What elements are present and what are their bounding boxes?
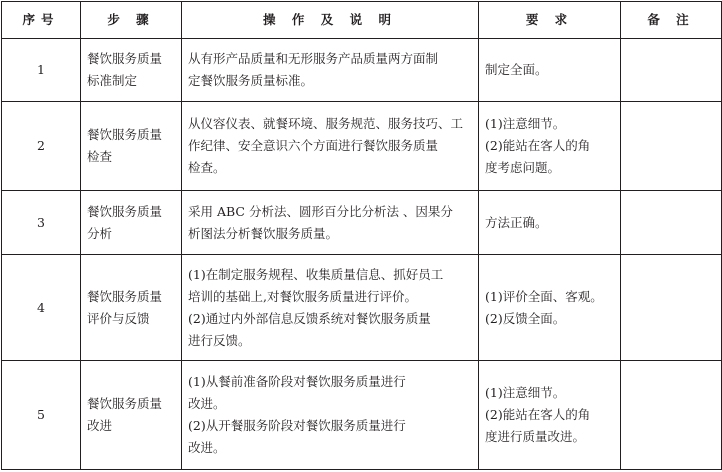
operation-text: (2)通过内外部信息反馈系统对餐饮服务质量 (188, 310, 431, 326)
step-text: 餐饮服务质量 (87, 51, 163, 66)
requirement-text: (2)反馈全面。 (485, 310, 566, 326)
requirement-text: (1)注意细节。 (485, 116, 566, 131)
remark-cell (621, 102, 722, 191)
operation-text: (1)在制定服务规程、收集质量信息、抓好员工 (188, 266, 444, 282)
step-cell (81, 255, 182, 361)
operation-cell (182, 361, 479, 470)
operation-text: 检查。 (188, 160, 226, 175)
operation-text: 进行反馈。 (188, 332, 251, 348)
requirement-text: 制定全面。 (485, 62, 548, 77)
operation-cell (182, 191, 479, 255)
row-number: 1 (2, 39, 81, 102)
operation-text: 改进。 (188, 396, 226, 411)
step-text: 标准制定 (87, 73, 138, 88)
remark-cell (621, 191, 722, 255)
header-requirement: 要 求 (479, 2, 621, 39)
row-number: 2 (2, 102, 81, 191)
table-row (2, 191, 722, 255)
step-text: 分析 (87, 225, 113, 241)
requirement-text: 度进行质量改进。 (485, 429, 586, 444)
operation-text: (1)从餐前准备阶段对餐饮服务质量进行 (188, 374, 406, 389)
header-no: 序号 (2, 2, 81, 39)
table-row (2, 102, 722, 191)
step-text: 改进 (87, 418, 113, 433)
requirement-text: 方法正确。 (485, 214, 548, 230)
requirement-text: (1)注意细节。 (485, 385, 566, 400)
requirement-text: (2)能站在客人的角 (485, 407, 591, 422)
step-text: 餐饮服务质量 (87, 203, 163, 219)
requirement-cell (479, 255, 621, 361)
step-text: 评价与反馈 (87, 310, 150, 326)
operation-cell (182, 255, 479, 361)
header-remark: 备 注 (621, 2, 722, 39)
operation-text: 析图法分析餐饮服务质量。 (188, 225, 339, 241)
step-cell (81, 102, 182, 191)
table-row (2, 39, 722, 102)
row-number: 3 (2, 191, 81, 255)
operation-text: 从仪容仪表、就餐环境、服务规范、服务技巧、工 (188, 116, 464, 131)
operation-text: 定餐饮服务质量标准。 (188, 73, 314, 88)
step-cell (81, 361, 182, 470)
requirement-cell (479, 39, 621, 102)
operation-text: 从有形产品质量和无形服务产品质量两方面制 (188, 51, 439, 66)
header-row (2, 2, 722, 39)
header-operation: 操 作 及 说 明 (182, 2, 479, 39)
table-row (2, 255, 722, 361)
remark-cell (621, 361, 722, 470)
operation-text: 作纪律、安全意识六个方面进行餐饮服务质量 (188, 138, 439, 153)
operation-text: 培训的基础上,对餐饮服务质量进行评价。 (188, 288, 417, 304)
remark-cell (621, 39, 722, 102)
operation-cell (182, 39, 479, 102)
operation-text: (2)从开餐服务阶段对餐饮服务质量进行 (188, 418, 406, 433)
step-text: 餐饮服务质量 (87, 127, 163, 142)
table-row (2, 361, 722, 470)
step-cell (81, 191, 182, 255)
service-quality-table (1, 1, 722, 470)
requirement-cell (479, 102, 621, 191)
requirement-cell (479, 191, 621, 255)
header-step: 步 骤 (81, 2, 182, 39)
step-text: 餐饮服务质量 (87, 288, 163, 304)
requirement-text: 度考虑问题。 (485, 160, 561, 175)
operation-cell (182, 102, 479, 191)
step-text: 检查 (87, 149, 113, 164)
row-number: 5 (2, 361, 81, 470)
remark-cell (621, 255, 722, 361)
requirement-text: (1)评价全面、客观。 (485, 288, 603, 304)
step-text: 餐饮服务质量 (87, 396, 163, 411)
requirement-text: (2)能站在客人的角 (485, 138, 591, 153)
step-cell (81, 39, 182, 102)
operation-text: 改进。 (188, 440, 226, 455)
requirement-cell (479, 361, 621, 470)
operation-text: 采用 ABC 分析法、圆形百分比分析法 、因果分 (188, 203, 453, 219)
row-number: 4 (2, 255, 81, 361)
